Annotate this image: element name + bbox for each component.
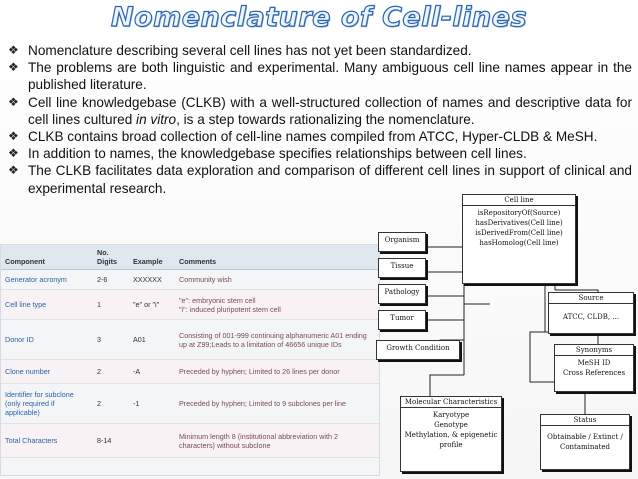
diamond-bullet-icon: ❖ xyxy=(8,60,19,75)
nomenclature-table xyxy=(1,245,379,458)
bullet-item: ❖ The CLKB facilitates data exploration and comparison of different cell lines in support of clinical and experimental research. xyxy=(8,163,632,196)
source-box: Source ATCC, CLDB, ... xyxy=(548,292,634,334)
column-header: No. Digits xyxy=(93,245,129,270)
cell-line-box: Cell line isRepositoryOf(Source) hasDerivatives(Cell line) isDerivedFrom(Cell line) hasHomolog(Cell line) xyxy=(462,194,576,284)
diamond-bullet-icon: ❖ xyxy=(8,163,19,178)
diamond-bullet-icon: ❖ xyxy=(8,94,19,109)
bullet-item: ❖ The problems are both linguistic and experimental. Many ambiguous cell line names appear in the published literature. xyxy=(8,60,632,93)
nomenclature-table-image xyxy=(0,244,380,476)
table-row: Cell line type 1 "e" or "i" "e": embryonic stem cell "i": induced pluripotent stem cell xyxy=(1,290,379,320)
table-header-row xyxy=(1,245,379,270)
organism-box: Organism xyxy=(378,232,426,252)
table-row: Total Characters 8-14 Minimum length 8 (institutional abbreviation with 2 characters) without subclone xyxy=(1,424,379,458)
bullet-item: ❖ CLKB contains broad collection of cell-line names compiled from ATCC, Hyper-CLDB & MeSH. xyxy=(8,129,598,145)
tissue-box: Tissue xyxy=(378,258,426,278)
growth-condition-box: Growth Condition xyxy=(376,340,460,360)
synonyms-box: Synonyms MeSH ID Cross References xyxy=(554,344,634,392)
column-header: Component xyxy=(1,245,93,270)
diamond-bullet-icon: ❖ xyxy=(8,43,19,57)
table-row: Generator acronym 2-6 XXXXXX Community wish xyxy=(1,270,379,290)
bullet-item: ❖ Cell line knowledgebase (CLKB) with a well-structured collection of names and descriptive data for cell lines cultured in vitro, is a step towards rationalizing the nomenclature. xyxy=(8,94,632,127)
diamond-bullet-icon: ❖ xyxy=(8,146,19,161)
table-row: Clone number 2 -A Preceded by hyphen; Limited to 26 lines per donor xyxy=(1,360,379,384)
bullet-item: ❖ Nomenclature describing several cell lines has not yet been standardized. xyxy=(8,43,472,58)
table-row: Identifier for subclone (only required if applicable) 2 -1 Preceded by hyphen; Limited to 9 subclones per line xyxy=(1,384,379,424)
slide-title: Nomenclature of Cell-lines xyxy=(110,2,528,33)
tumor-box: Tumor xyxy=(378,310,426,330)
table-row: Donor ID 3 A01 Consisting of 001-999 continuing alphanumeric A01 ending up at Z99;Leads to a limitation of 46656 unique IDs xyxy=(1,320,379,360)
pathology-box: Pathology xyxy=(378,284,426,304)
diamond-bullet-icon: ❖ xyxy=(8,129,19,144)
column-header: Example xyxy=(129,245,175,270)
bullet-list xyxy=(8,42,632,197)
cell-line-class-diagram xyxy=(370,192,638,479)
bullet-item: ❖ In addition to names, the knowledgebase specifies relationships between cell lines. xyxy=(8,146,527,162)
column-header: Comments xyxy=(175,245,379,270)
molecular-characteristics-box: Molecular Characteristics Karyotype Genotype Methylation, & epigenetic profile xyxy=(400,396,502,472)
status-box: Status Obtainable / Extinct / Contaminated xyxy=(540,414,630,470)
